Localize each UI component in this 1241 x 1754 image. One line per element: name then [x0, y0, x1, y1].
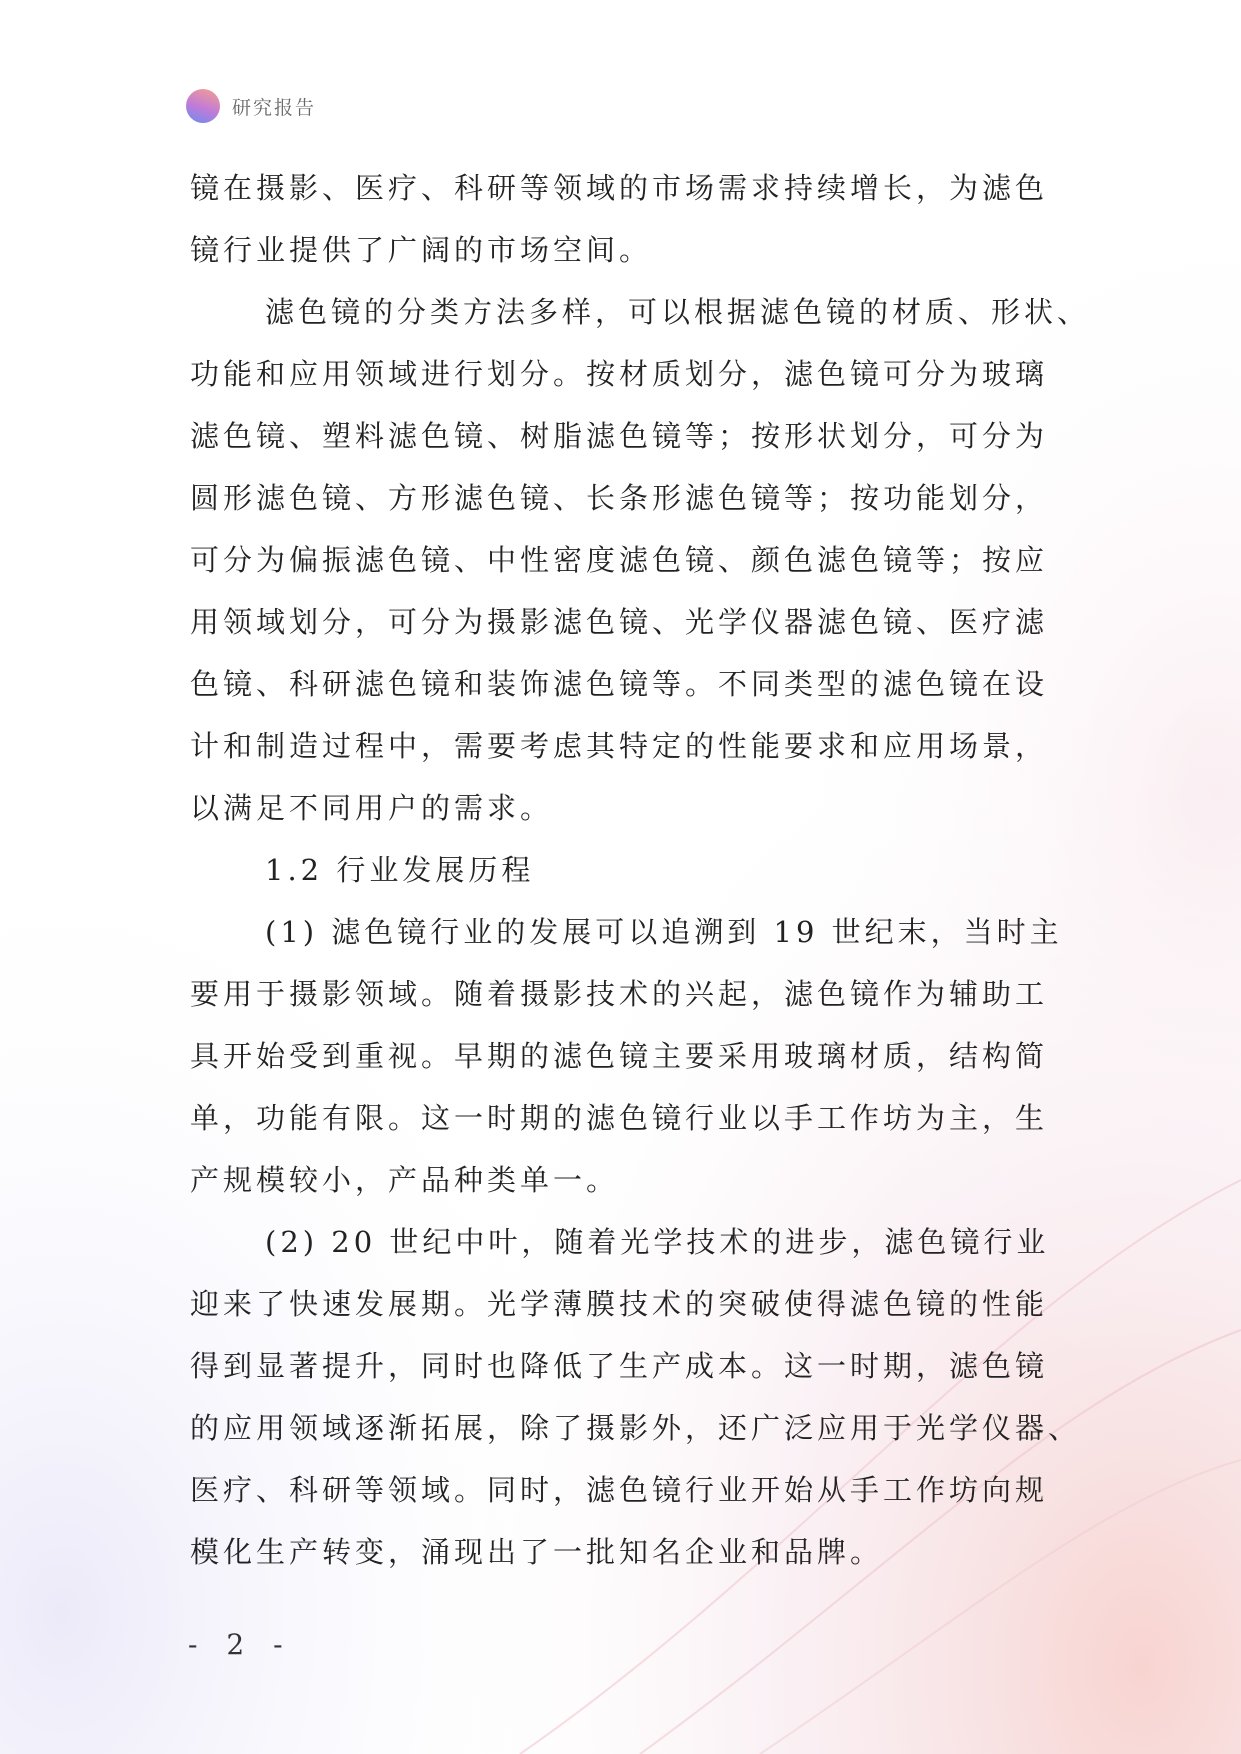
- text-line: 单，功能有限。这一时期的滤色镜行业以手工作坊为主，生: [190, 1101, 1049, 1135]
- text-line: 滤色镜的分类方法多样，可以根据滤色镜的材质、形状、: [265, 295, 1091, 329]
- logo-circle-icon: [186, 89, 220, 123]
- text-line: 用领域划分，可分为摄影滤色镜、光学仪器滤色镜、医疗滤: [190, 605, 1049, 639]
- text-line: 滤色镜、塑料滤色镜、树脂滤色镜等；按形状划分，可分为: [190, 419, 1049, 453]
- text-line: 模化生产转变，涌现出了一批知名企业和品牌。: [190, 1535, 884, 1569]
- text-line: 的应用领域逐渐拓展，除了摄影外，还广泛应用于光学仪器、: [190, 1411, 1082, 1445]
- text-line: 医疗、科研等领域。同时，滤色镜行业开始从手工作坊向规: [190, 1473, 1049, 1507]
- text-line: (1) 滤色镜行业的发展可以追溯到 19 世纪末，当时主: [265, 915, 1063, 949]
- text-line: 功能和应用领域进行划分。按材质划分，滤色镜可分为玻璃: [190, 357, 1049, 391]
- text-line: 迎来了快速发展期。光学薄膜技术的突破使得滤色镜的性能: [190, 1287, 1049, 1321]
- header-title: 研究报告: [232, 96, 317, 119]
- text-line: 以满足不同用户的需求。: [190, 791, 554, 825]
- text-line: 色镜、科研滤色镜和装饰滤色镜等。不同类型的滤色镜在设: [190, 667, 1049, 701]
- text-line: 1.2 行业发展历程: [265, 853, 535, 887]
- text-line: 镜行业提供了广阔的市场空间。: [190, 233, 653, 267]
- text-line: 计和制造过程中，需要考虑其特定的性能要求和应用场景，: [190, 729, 1049, 763]
- text-line: 具开始受到重视。早期的滤色镜主要采用玻璃材质，结构简: [190, 1039, 1049, 1073]
- text-line: 要用于摄影领域。随着摄影技术的兴起，滤色镜作为辅助工: [190, 977, 1049, 1011]
- text-line: 圆形滤色镜、方形滤色镜、长条形滤色镜等；按功能划分，: [190, 481, 1049, 515]
- text-line: 可分为偏振滤色镜、中性密度滤色镜、颜色滤色镜等；按应: [190, 543, 1049, 577]
- text-line: (2) 20 世纪中叶，随着光学技术的进步，滤色镜行业: [265, 1225, 1050, 1259]
- report-header: [186, 88, 316, 124]
- page-number: - 2 -: [188, 1628, 293, 1661]
- text-line: 镜在摄影、医疗、科研等领域的市场需求持续增长，为滤色: [190, 171, 1049, 205]
- text-line: 产规模较小，产品种类单一。: [190, 1163, 620, 1197]
- text-line: 得到显著提升，同时也降低了生产成本。这一时期，滤色镜: [190, 1349, 1049, 1383]
- document-body: [190, 157, 1091, 1583]
